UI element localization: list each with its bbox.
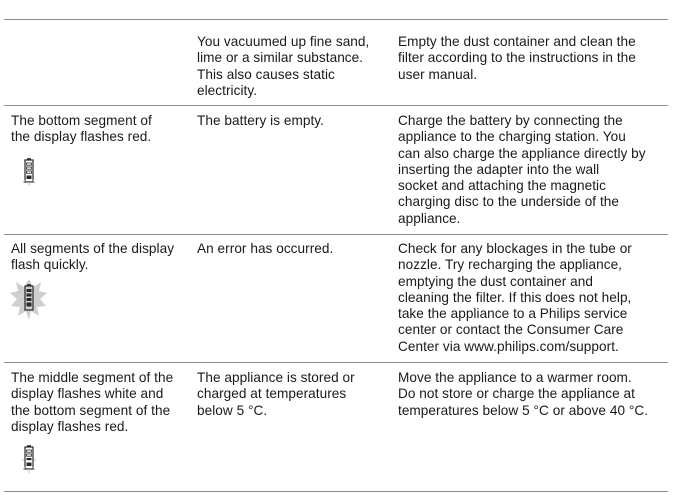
row-divider: [4, 105, 668, 106]
row-2-cause: An error has occurred.: [197, 241, 334, 256]
row-divider: [4, 234, 668, 235]
row-1-symptom: The bottom segment of the display flashes red.: [11, 113, 152, 145]
row-1-solution: Charge the battery by connecting the appliance to the charging station. You can also charge the appliance directly by inserting the adapter into the wall socket and attaching the magnetic charging disc to the underside of the appliance.: [398, 113, 646, 226]
table-bottom-divider: [4, 491, 668, 492]
row-3-symptom: The middle segment of the display flashes white and the bottom segment of the display flashes red.: [11, 370, 174, 434]
battery-all-segments-flashing-icon: [10, 278, 48, 322]
row-2-symptom: All segments of the display flash quickly.: [11, 241, 175, 273]
row-1-cause: The battery is empty.: [197, 113, 324, 128]
row-3-solution: Move the appliance to a warmer room. Do not store or charge the appliance at temperatures below 5 °C or above 40 °C.: [398, 370, 649, 418]
row-0-solution: Empty the dust container and clean the filter according to the instructions in the user manual.: [398, 34, 636, 82]
row-3-cause: The appliance is stored or charged at temperatures below 5 °C.: [197, 370, 355, 418]
battery-bottom-segment-red-icon: [21, 157, 37, 187]
table-top-divider: [4, 19, 668, 20]
row-2-solution: Check for any blockages in the tube or nozzle. Try recharging the appliance, emptying the dust container and cleaning the filter. If this does not help, take the appliance to a Philips service center or contact the Consumer Care Center via www.philips.com/support.: [398, 241, 632, 354]
row-divider: [4, 362, 668, 363]
battery-middle-white-bottom-red-icon: [21, 444, 37, 476]
row-0-cause: You vacuumed up fine sand, lime or a similar substance. This also causes static electricity.: [197, 34, 370, 98]
